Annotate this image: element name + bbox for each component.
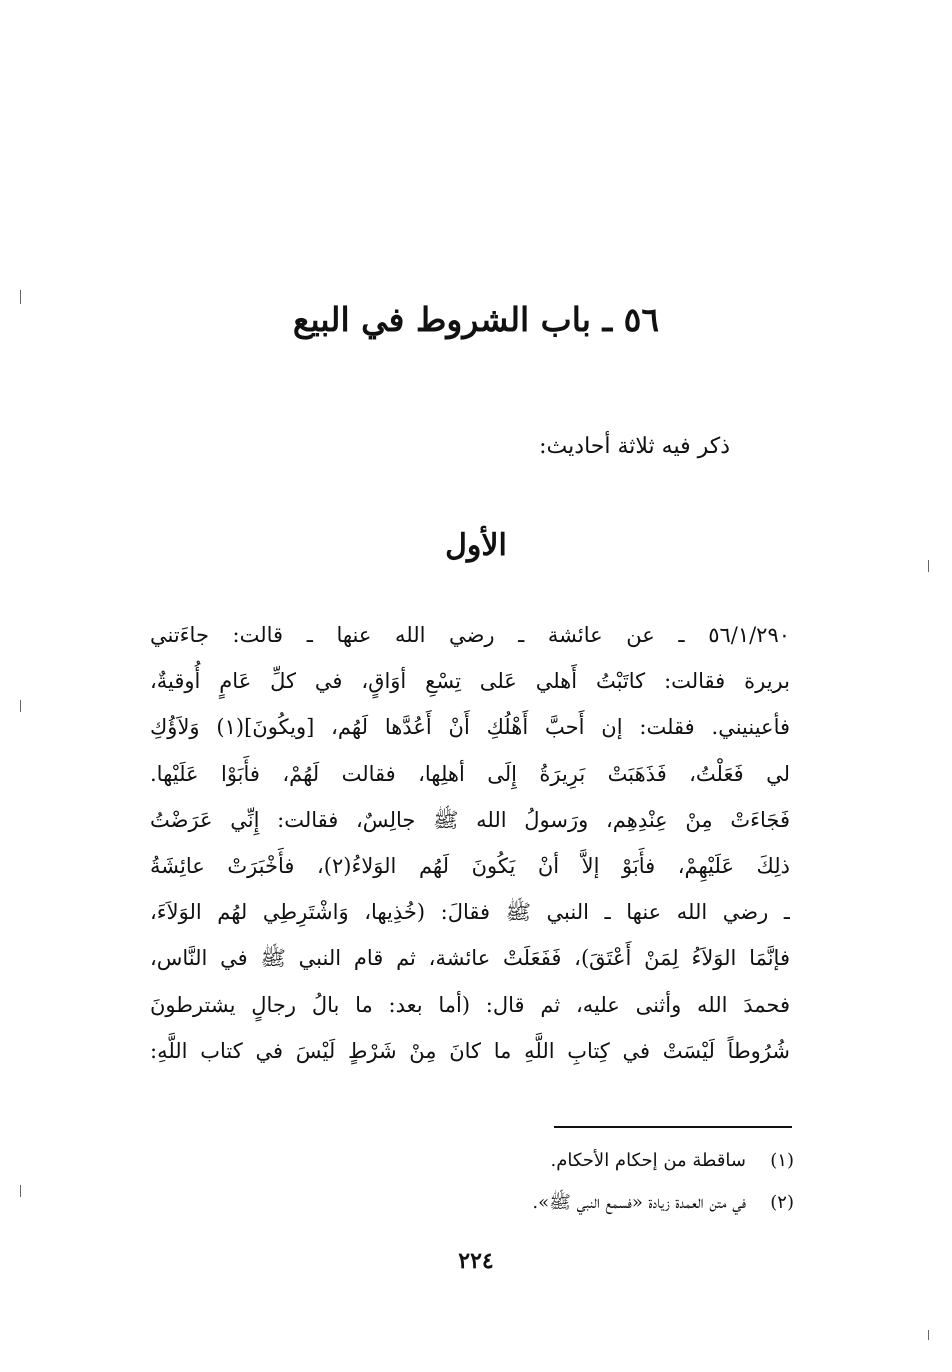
page-number: ٢٢٤ (458, 1248, 494, 1274)
footnotes (154, 1140, 794, 1224)
footnote-number: (٢) (770, 1192, 794, 1213)
body-line: بريرة فقالت: كاتَبْتُ أَهلي عَلى تِسْعِ أوَاقٍ، في كلِّ عَامٍ أُوقيةٌ، (150, 669, 790, 694)
footnote (154, 1140, 794, 1182)
body-line: فَجَاءَتْ مِنْ عِنْدِهِم، ورَسولُ الله ﷺ جالِسٌ، فقالت: إِنِّي عَرَضْتُ (150, 807, 790, 832)
body-line: شُرُوطاً لَيْسَتْ في كِتابِ اللَّهِ ما كانَ مِنْ شَرْطٍ لَيْسَ في كتاب اللَّهِ: (150, 1038, 790, 1063)
scan-mark (20, 1185, 21, 1197)
footnote-text: ساقطة من إحكام الأحكام. (550, 1150, 746, 1171)
section-heading: الأول (445, 528, 507, 563)
body-line: فحمدَ الله وأثنى عليه، ثم قال: (أما بعد: ما بالُ رجالٍ يشترطونَ (150, 992, 790, 1017)
body-line: لي فَعَلْتُ، فَذَهَبَتْ بَرِيرَةُ إِلَى أهلِها، فقالت لَهُمْ، فأَبَوْا عَلَيْها. (150, 761, 790, 786)
hadith-text (150, 612, 790, 1074)
footnote-number: (١) (770, 1150, 794, 1171)
footnote-text: في متن العمدة زيادة «فسمع النبي ﷺ». (532, 1192, 746, 1213)
body-line: فأعينيني. فقلت: إن أَحبَّ أَهْلُكِ أَنْ أَعُدَّها لَهُم، [ويكُونَ](١) وَلاَؤُكِ (150, 715, 790, 740)
body-line: ٥٦/١/٢٩٠ ـ عن عائشة ـ رضي الله عنها ـ قالت: جاءَتني (150, 623, 790, 647)
body-line: فإنَّمَا الوَلاَءُ لِمَنْ أَعْتَقَ)، فَفَعَلَتْ عائشة، ثم قام النبي ﷺ في النَّاس، (150, 946, 790, 971)
footnote (154, 1182, 794, 1224)
body-line: ذلِكَ عَلَيْهِمْ، فأَبَوْ إلاَّ أنْ يَكُونَ لَهُم الوَلاءُ(٢)، فأَخْبَرَتْ عائِشَةُ (150, 854, 790, 879)
scan-mark (928, 1330, 929, 1340)
footnote-divider (554, 1126, 792, 1128)
scan-mark (20, 700, 21, 712)
chapter-title: ٥٦ ـ باب الشروط في البيع (292, 300, 660, 339)
body-line: ـ رضي الله عنها ـ النبي ﷺ فقالَ: (خُذِيها، وَاشْتَرِطِي لهُم الوَلاَءَ، (150, 900, 790, 925)
intro-text: ذكر فيه ثلاثة أحاديث: (539, 434, 730, 459)
